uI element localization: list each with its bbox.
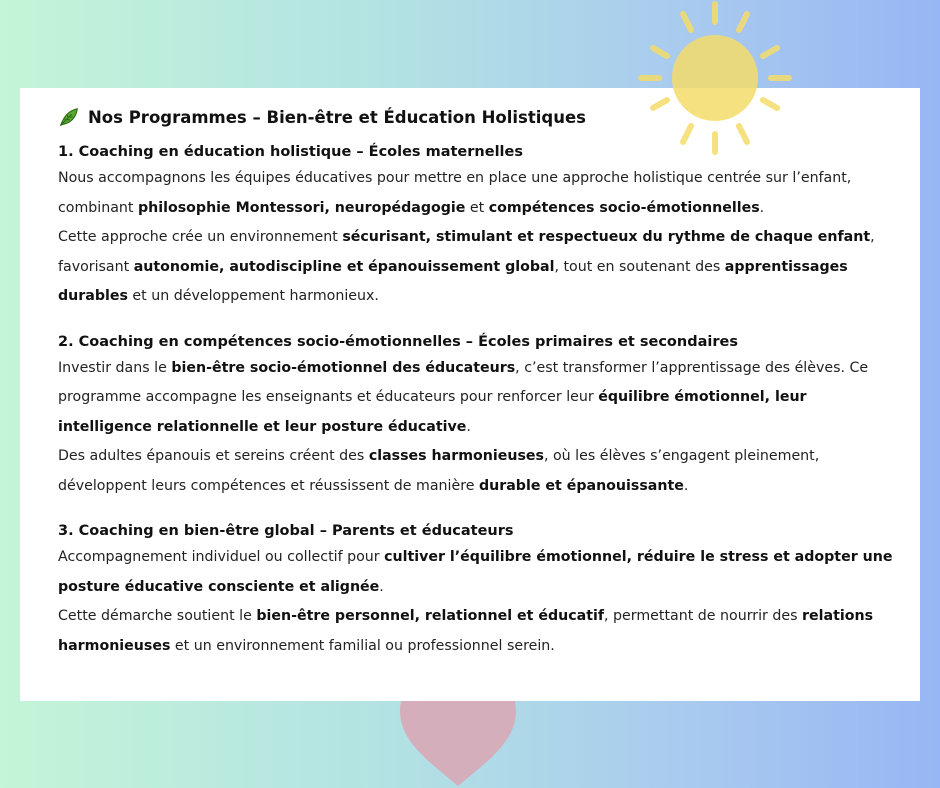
bold-text: classes harmonieuses (368, 448, 544, 464)
text: , tout en soutenant des (554, 258, 725, 275)
section-title: 3. Coaching en bien-être global – Parents et éducateurs (58, 523, 514, 539)
bold-text: autonomie, autodiscipline et épanouissement global (133, 258, 555, 275)
page-title-text: Nos Programmes – Bien-être et Éducation Holistiques (88, 107, 586, 127)
text: Des adultes épanouis et sereins créent des (58, 448, 369, 464)
section-paragraph (58, 543, 900, 602)
bold-text: sécurisant, stimulant et respectueux du rythme de chaque enfant (342, 229, 871, 245)
text: . (759, 199, 765, 216)
bold-text: cultiver l’équilibre émotionnel, réduire le stress et adopter une posture éducative consciente et alignée (58, 549, 893, 595)
text: , c’est transformer l’apprentissage des élèves. Ce programme accompagne les enseignants et éducateurs pour renforcer leur (58, 359, 869, 405)
text: et (465, 199, 489, 216)
section-paragraph (58, 223, 900, 312)
bold-text: philosophie Montessori, neuropédagogie (138, 199, 466, 216)
page-title (58, 106, 900, 128)
section-title: 1. Coaching en éducation holistique – Écoles maternelles (58, 144, 523, 160)
section-paragraph (58, 164, 900, 223)
section-1 (58, 140, 900, 312)
text: Cette approche crée un environnement (58, 229, 343, 245)
leaf-icon (58, 106, 80, 128)
section-3 (58, 519, 900, 661)
text: , favorisant (58, 229, 875, 275)
bold-text: équilibre émotionnel, leur intelligence relationnelle et leur posture éducative (58, 389, 807, 435)
bold-text: durable et épanouissante (478, 477, 684, 494)
text: . (466, 418, 471, 435)
text: . (379, 578, 384, 595)
text: Nous accompagnons les équipes éducatives pour mettre en place une approche holistique centrée sur l’enfant, combinant (58, 170, 852, 216)
text: et un développement harmonieux. (127, 288, 379, 304)
text: . (683, 477, 689, 494)
text: , permettant de nourrir des (604, 608, 803, 624)
text: Cette démarche soutient le (58, 608, 257, 624)
text: Accompagnement individuel ou collectif pour (58, 549, 385, 565)
bold-text: compétences socio-émotionnelles (488, 199, 760, 216)
text: Investir dans le (58, 359, 172, 376)
section-paragraph (58, 442, 900, 501)
bold-text: relations harmonieuses (58, 608, 874, 654)
section-paragraph (58, 354, 900, 443)
text: et un environnement familial ou professionnel serein. (170, 637, 555, 654)
section-paragraph (58, 602, 900, 661)
text: , où les élèves s’engagent pleinement, développent leurs compétences et réussissent de manière (58, 448, 820, 494)
bold-text: apprentissages durables (58, 258, 848, 304)
bold-text: bien-être socio-émotionnel des éducateurs (171, 359, 516, 376)
section-2 (58, 330, 900, 502)
section-title: 2. Coaching en compétences socio-émotionnelles – Écoles primaires et secondaires (58, 333, 738, 350)
bold-text: bien-être personnel, relationnel et éducatif (256, 608, 605, 624)
programs-card (20, 88, 920, 701)
